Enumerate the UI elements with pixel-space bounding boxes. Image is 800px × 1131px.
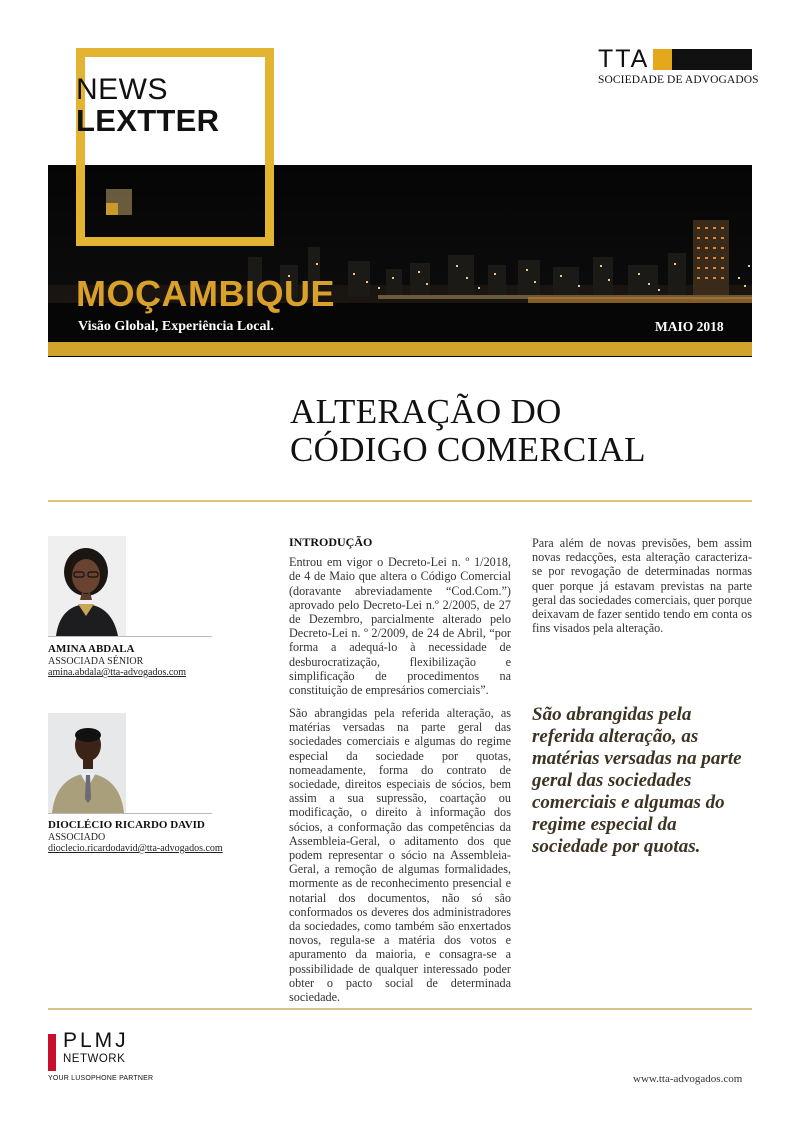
intro-section	[289, 535, 511, 697]
author-name: AMINA ABDALA	[48, 643, 135, 655]
author-role: ASSOCIADA SÉNIOR	[48, 656, 144, 667]
paragraph-2: São abrangidas pela referida alteração, as matérias versadas na parte geral das sociedades comerciais e algumas do regime especial da sociedade por quotas, nomeadamente, forma do contrato de sociedade, direitos especiais de sócios, bem assim a sua supressão, coartação ou modificação, o direito à informação dos sócios, a conformação das competências da Assembleia-Geral, o aditamento dos que podem representar o sócio na Assembleia-Geral, a remoção de algumas formalidades, mormente as de reconhecimento presencial e notarial dos documentos, não só são conformados os deveres dos administradores da sociedades, como também são enxertados novos, regula-se a matéria dos votos e apuramento da maioria, e consagra-se a possibilidade de qualquer interessado poder obter o pacto social de determinada sociedade.	[289, 706, 511, 1005]
author-photo-amina	[48, 536, 126, 636]
paragraph-3: Para além de novas previsões, bem assim novas redacções, esta alteração caracteriza-se por revogação de determinadas normas quer porque já estavam previstas na parte geral das sociedades comerciais, quer porque deixavam de fazer sentido tendo em conta os fins visados pela alteração.	[532, 536, 752, 636]
tta-logo	[598, 45, 759, 89]
paragraph-1: Entrou em vigor o Decreto-Lei n. º 1/2018, de 4 de Maio que altera o Código Comercial (doravante abreviadamente “Cod.Com.”) aprovado pelo Decreto-Lei n.º 2/2005, de 27 de Dezembro, parcialmente alterado pelo Decreto-Lei n. º 2/2009, de 24 de Abril, “por forma a adequá-lo à necessidade de desburocratização, flexibilização e simplificação de procedimentos na constituição de empresários comerciais”.	[289, 555, 511, 698]
website-link[interactable]: www.tta-advogados.com	[633, 1073, 743, 1085]
plmj-partner-tagline: YOUR LUSOPHONE PARTNER	[48, 1075, 154, 1082]
title-divider	[48, 500, 752, 502]
newsletter-title-news: NEWS	[76, 73, 168, 106]
author-role: ASSOCIADO	[48, 832, 106, 843]
tta-logo-subtitle: SOCIEDADE DE ADVOGADOS	[598, 74, 759, 86]
author-divider	[48, 813, 212, 814]
banner-gold-strip	[48, 342, 752, 356]
tta-logo-black-bar	[672, 49, 752, 70]
tta-logo-word: TTA	[598, 45, 650, 73]
author-email-link[interactable]: dioclecio.ricardodavid@tta-advogados.com	[48, 843, 223, 854]
gold-square-decoration	[106, 203, 118, 215]
country-title: MOÇAMBIQUE	[76, 273, 335, 314]
footer-divider	[48, 1008, 752, 1010]
intro-heading: INTRODUÇÃO	[289, 535, 373, 549]
article-title-line-2: CÓDIGO COMERCIAL	[290, 430, 646, 469]
pull-quote: São abrangidas pela referida alteração, as matérias versadas na parte geral das sociedades comerciais e algumas do regime especial da sociedade por quotas.	[532, 704, 742, 857]
plmj-logo-word: PLMJ	[63, 1029, 129, 1052]
tagline: Visão Global, Experiência Local.	[78, 319, 274, 334]
author-photo-dioclecio	[48, 713, 126, 813]
tta-logo-gold-square	[653, 49, 672, 70]
author-email-link[interactable]: amina.abdala@tta-advogados.com	[48, 667, 187, 678]
article-title-line-1: ALTERAÇÃO DO	[290, 392, 562, 431]
author-divider	[48, 636, 212, 637]
article-title	[290, 393, 750, 469]
newsletter-title-lextter: LEXTTER	[76, 103, 220, 138]
plmj-network-label: NETWORK	[63, 1053, 126, 1065]
issue-date: MAIO 2018	[655, 319, 724, 334]
author-name: DIOCLÉCIO RICARDO DAVID	[48, 819, 205, 831]
plmj-red-bar	[48, 1034, 56, 1071]
